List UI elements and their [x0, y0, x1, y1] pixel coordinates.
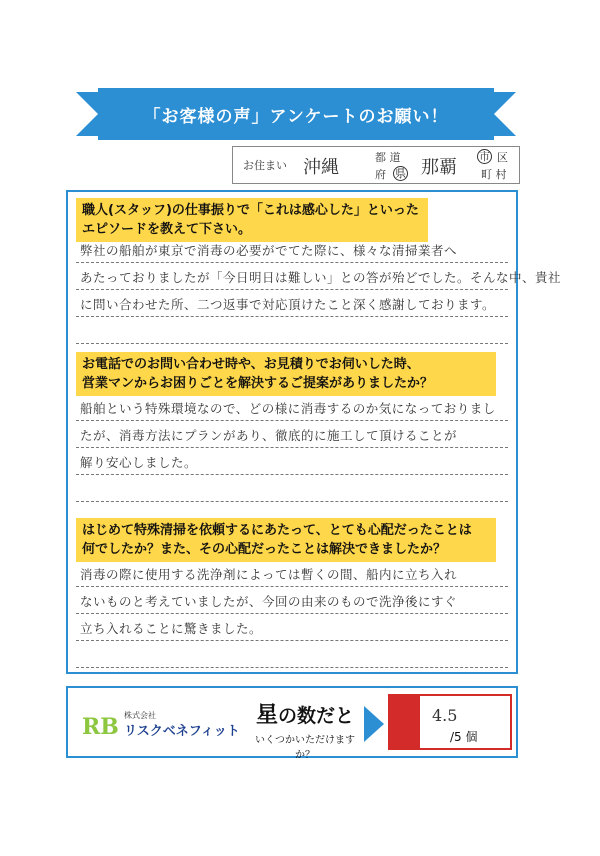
answer-line: 解り安心しました。 [76, 448, 508, 475]
score-unit: /5 個 [450, 730, 478, 744]
banner-tail-right [494, 92, 516, 136]
pref-circled: 県 [395, 167, 406, 180]
city-suffix-bottom: 町 村 [481, 168, 507, 181]
rating-footer [66, 686, 518, 761]
banner-title: 「お客様の声」アンケートのお願い！ [143, 106, 449, 127]
pref-circle-wrap [393, 166, 408, 181]
arrow-right-icon [364, 706, 384, 742]
question-2-prompt: お電話でのお問い合わせ時や、お見積りでお伺いした時、 営業マンからお困りごとを解決するご提案がありましたか？ [76, 352, 496, 396]
star-sub: いくつかいただけますか？ [255, 735, 355, 761]
pref-suffix-bottom: 府 [375, 168, 386, 181]
score-box [418, 694, 512, 750]
star-rest: の数だと [278, 705, 355, 727]
answer-line [76, 475, 508, 502]
answer-line: たが、消毒方法にプランがあり、徹底的に施工して頂けることが [76, 421, 508, 448]
red-accent-block [388, 694, 418, 750]
answer-line [76, 317, 508, 344]
answer-line: 弊社の船舶が東京で消毒の必要がでてた際に、様々な清掃業者へ [76, 236, 508, 263]
question-1-prompt: 職人(スタッフ)の仕事振りで「これは感心した」といった エピソードを教えて下さい。 [76, 198, 428, 242]
answer-line: あたっておりましたが「今日明日は難しい」との答が殆どでした。そんな中、貴社 [76, 263, 508, 290]
pref-suffix-top: 都 道 [375, 151, 401, 164]
answer-line: 立ち入れることに驚きました。 [76, 614, 508, 641]
star-big: 星 [255, 703, 278, 728]
city-circle-wrap [477, 149, 492, 164]
address-box [232, 146, 520, 184]
answer-line: に問い合わせた所、二つ返事で対応頂けたこと深く感謝しております。 [76, 290, 508, 317]
city-circled: 市 [479, 150, 490, 163]
banner-tail-left [76, 92, 98, 136]
answer-line [76, 641, 508, 668]
score-value: 4.5 [432, 706, 458, 725]
answer-line: 消毒の際に使用する洗浄剤によっては暫くの間、船内に立ち入れ [76, 560, 508, 587]
question-3-prompt: はじめて特殊清掃を依頼するにあたって、とても心配だったことは 何でしたか？また、その心配だったことは解決できましたか？ [76, 518, 496, 562]
star-question [246, 698, 364, 761]
company-type: 株式会社 [124, 711, 156, 720]
question-1-answer [76, 236, 562, 344]
answer-line: ないものと考えていましたが、今回の由来のもので洗浄後にすぐ [76, 587, 508, 614]
survey-banner [98, 88, 494, 140]
question-2-answer [76, 394, 508, 502]
city-suffix-top: 区 [497, 151, 508, 164]
question-3-answer [76, 560, 508, 668]
address-label: お住まい [243, 159, 287, 172]
company-name: リスクベネフィット [124, 724, 240, 739]
prefecture-value: 沖縄 [303, 157, 339, 178]
answer-line: 船舶という特殊環境なので、どの様に消毒するのか気になっておりまし [76, 394, 508, 421]
logo-rb-text: RB [82, 714, 119, 740]
city-value: 那覇 [421, 157, 457, 178]
company-logo [82, 714, 119, 740]
